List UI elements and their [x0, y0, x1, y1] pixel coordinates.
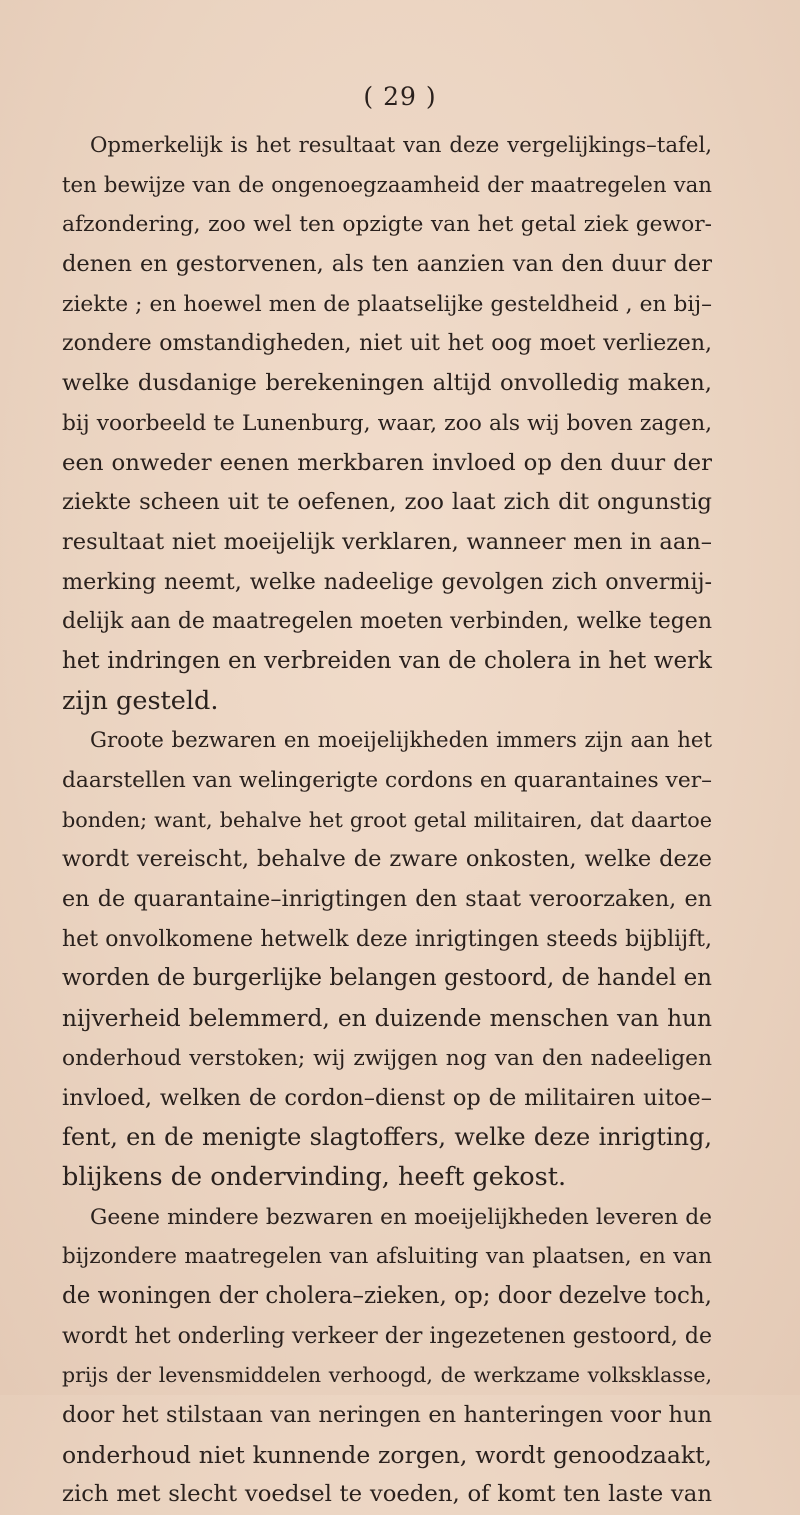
text-body — [62, 126, 712, 1515]
text-line: Groote bezwaren en moeijelijkheden immers zijn aan het — [90, 728, 712, 754]
text-line: wordt het onderling verkeer der ingezetenen gestoord, de — [62, 1323, 712, 1349]
text-line: het onvolkomene hetwelk deze inrigtingen steeds bijblijft, — [62, 926, 712, 952]
text-line: bonden; want, behalve het groot getal militairen, dat daartoe — [62, 807, 712, 832]
text-line: welke dusdanige berekeningen altijd onvolledig maken, — [62, 370, 712, 397]
text-line: fent, en de menigte slagtoffers, welke deze inrigting, — [62, 1123, 712, 1152]
text-line: merking neemt, welke nadeelige gevolgen zich onvermij- — [62, 568, 712, 595]
text-line: afzondering, zoo wel ten opzigte van het getal ziek gewor- — [62, 212, 712, 238]
text-line: invloed, welken de cordon–dienst op de militairen uitoe– — [62, 1084, 712, 1111]
text-line: onderhoud verstoken; wij zwijgen nog van den nadeeligen — [62, 1045, 712, 1071]
text-line: nijverheid belemmerd, en duizende menschen van hun — [62, 1005, 712, 1033]
text-line: bij voorbeeld te Lunenburg, waar, zoo als wij boven zagen, — [62, 410, 712, 436]
text-line: blijkens de ondervinding, heeft gekost. — [62, 1161, 567, 1192]
text-line: delijk aan de maatregelen moeten verbinden, welke tegen — [62, 609, 712, 635]
text-line: zich met slecht voedsel te voeden, of komt ten laste van — [62, 1481, 712, 1508]
text-line: zijn gesteld. — [62, 685, 219, 716]
text-line: ten bewijze van de ongenoegzaamheid der maatregelen van — [62, 172, 712, 198]
text-line: onderhoud niet kunnende zorgen, wordt genoodzaakt, — [62, 1440, 712, 1469]
text-line: ziekte ; en hoewel men de plaatselijke gesteldheid , en bij– — [62, 291, 712, 317]
text-line: door het stilstaan van neringen en hanteringen voor hun — [62, 1402, 712, 1428]
text-line: het indringen en verbreiden van de cholera in het werk — [62, 647, 712, 674]
text-line: prijs der levensmiddelen verhoogd, de werkzame volksklasse, — [62, 1363, 712, 1388]
text-line: zondere omstandigheden, niet uit het oog moet verliezen, — [62, 331, 712, 357]
text-line: worden de burgerlijke belangen gestoord, de handel en — [62, 965, 712, 992]
text-line: de woningen der cholera–zieken, op; door dezelve toch, — [62, 1282, 712, 1309]
text-line: Opmerkelijk is het resultaat van deze vergelijkings–tafel, — [90, 133, 712, 158]
text-line: en de quarantaine–inrigtingen den staat veroorzaken, en — [62, 886, 712, 913]
text-line: denen en gestorvenen, als ten aanzien van den duur der — [62, 251, 712, 278]
text-line: bijzondere maatregelen van afsluiting van plaatsen, en van — [62, 1244, 712, 1270]
text-line: daarstellen van welingerigte cordons en quarantaines ver– — [62, 768, 712, 793]
text-line: een onweder eenen merkbaren invloed op den duur der — [62, 449, 712, 476]
page-number: ( 29 ) — [363, 82, 437, 111]
text-line: resultaat niet moeijelijk verklaren, wanneer men in aan– — [62, 528, 712, 555]
text-line: ziekte scheen uit te oefenen, zoo laat zich dit ongunstig — [62, 489, 712, 516]
text-line: Geene mindere bezwaren en moeijelijkheden leveren de — [90, 1204, 712, 1230]
text-line: wordt vereischt, behalve de zware onkosten, welke deze — [62, 846, 712, 873]
